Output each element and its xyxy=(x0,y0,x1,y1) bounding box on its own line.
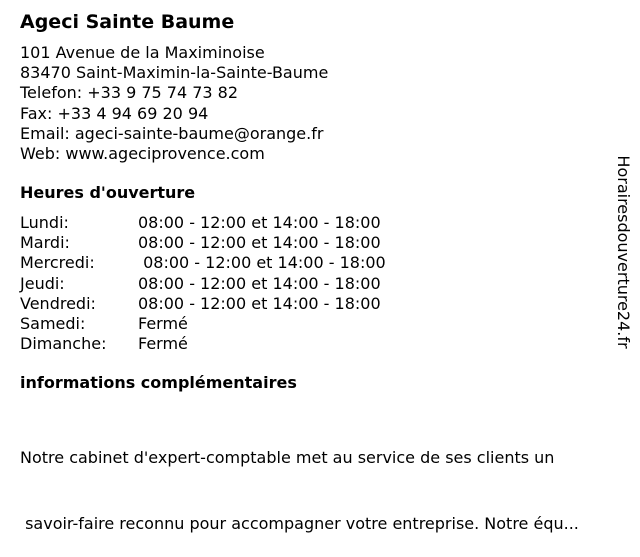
hours-row-vendredi xyxy=(20,294,386,314)
contact-block xyxy=(20,43,328,164)
hours-time: 08:00 - 12:00 et 14:00 - 18:00 xyxy=(138,253,386,273)
hours-day: Jeudi: xyxy=(20,273,65,293)
hours-row-lundi xyxy=(20,213,386,233)
hours-heading: Heures d'ouverture xyxy=(20,183,196,202)
hours-row-mardi xyxy=(20,233,386,253)
web-line: Web: www.ageciprovence.com xyxy=(20,144,265,164)
phone-line: Telefon: +33 9 75 74 73 82 xyxy=(20,83,239,103)
site-watermark: Horairesdouverture24.fr xyxy=(614,155,633,349)
email-line: Email: ageci-sainte-baume@orange.fr xyxy=(20,123,324,143)
hours-time: 08:00 - 12:00 et 14:00 - 18:00 xyxy=(138,233,381,253)
hours-time: Fermé xyxy=(138,334,188,354)
hours-time: 08:00 - 12:00 et 14:00 - 18:00 xyxy=(138,213,381,232)
hours-time: 08:00 - 12:00 et 14:00 - 18:00 xyxy=(138,293,381,313)
hours-row-jeudi xyxy=(20,274,386,294)
hours-day: Samedi: xyxy=(20,314,86,334)
hours-time: 08:00 - 12:00 et 14:00 - 18:00 xyxy=(138,273,381,293)
address-line-2: 83470 Saint-Maximin-la-Sainte-Baume xyxy=(20,63,329,83)
hours-day: Dimanche: xyxy=(20,334,107,354)
business-name: Ageci Sainte Baume xyxy=(20,11,235,33)
hours-row-samedi xyxy=(20,314,386,334)
address-line-1: 101 Avenue de la Maximinoise xyxy=(20,43,265,62)
hours-time: Fermé xyxy=(138,314,188,334)
hours-day: Mercredi: xyxy=(20,253,95,273)
hours-table xyxy=(20,213,386,354)
hours-day: Vendredi: xyxy=(20,293,96,313)
info-heading: informations complémentaires xyxy=(20,373,297,392)
hours-day: Mardi: xyxy=(20,233,70,253)
description-line-2: savoir-faire reconnu pour accompagner votre entreprise. Notre équ... xyxy=(20,514,579,533)
description-line-1: Notre cabinet d'expert-comptable met au service de ses clients un xyxy=(20,448,555,467)
hours-day: Lundi: xyxy=(20,213,69,232)
fax-line: Fax: +33 4 94 69 20 94 xyxy=(20,103,209,123)
hours-row-dimanche xyxy=(20,334,386,354)
description-text xyxy=(20,403,632,557)
hours-row-mercredi xyxy=(20,253,386,273)
